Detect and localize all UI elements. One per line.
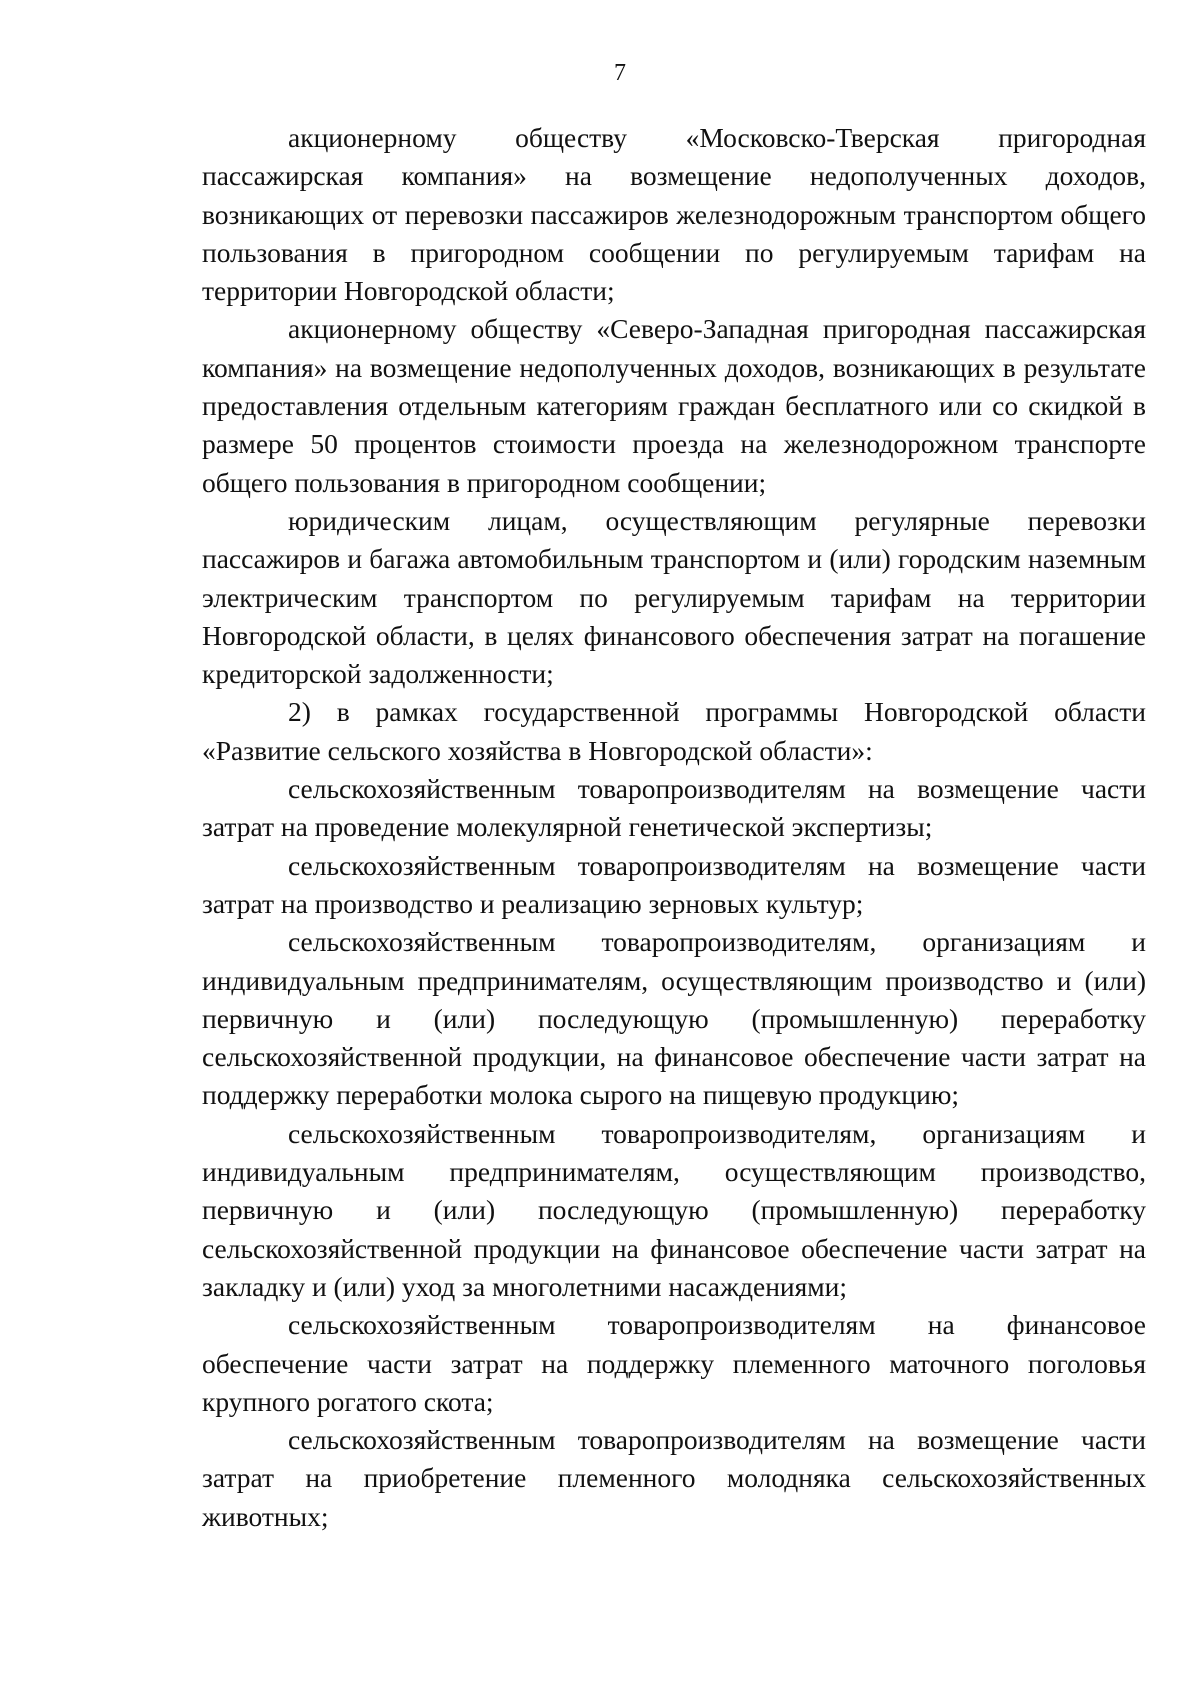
page-number: 7 [614,60,626,86]
paragraph-szppk: акционерному обществу «Северо-Западная пригородная пассажирская компания» на возмещение недополученных доходов, возникающих в результате предоставления отдельным категориям граждан бесплатного или со скидкой в размере 50 процентов стоимости проезда на железнодорожном транспорте общего пользования в пригородном сообщении; [202,313,1146,498]
document-body [202,119,1146,1536]
paragraph-perennial-plantings: сельскохозяйственным товаропроизводителям, организациям и индивидуальным предпринимателям, осуществляющим производство, первичную и (или) последующую (промышленную) переработку сельскохозяйственной продукции на финансовое обеспечение части затрат на закладку и (или) уход за многолетними насаждениями; [202,1117,1146,1302]
paragraph-breeding-cattle: сельскохозяйственным товаропроизводителям на финансовое обеспечение части затрат на поддержку племенного маточного поголовья крупного рогатого скота; [202,1309,1146,1417]
paragraph-mtppk: акционерному обществу «Московско-Тверская пригородная пассажирская компания» на возмещение недополученных доходов, возникающих от перевозки пассажиров железнодорожным транспортом общего пользования в пригородном сообщении по регулируемым тарифам на территории Новгородской области; [202,122,1146,307]
paragraph-road-transport: юридическим лицам, осуществляющим регулярные перевозки пассажиров и багажа автомобильным транспортом и (или) городским наземным электрическим транспортом по регулируемым тарифам на территории Новгородской области, в целях финансового обеспечения затрат на погашение кредиторской задолженности; [202,504,1146,690]
paragraph-genetic-expertise: сельскохозяйственным товаропроизводителям на возмещение части затрат на проведение молекулярной генетической экспертизы; [202,773,1146,843]
paragraph-milk-processing: сельскохозяйственным товаропроизводителям, организациям и индивидуальным предпринимателям, осуществляющим производство и (или) первичную и (или) последующую (промышленную) переработку сельскохозяйственной продукции, на финансовое обеспечение части затрат на поддержку переработки молока сырого на пищевую продукцию; [202,926,1146,1111]
paragraph-agriculture-program: 2) в рамках государственной программы Новгородской области «Развитие сельского хозяйства в Новгородской области»: [202,696,1146,766]
paragraph-young-livestock: сельскохозяйственным товаропроизводителям на возмещение части затрат на приобретение племенного молодняка сельскохозяйственных животных; [202,1424,1146,1532]
paragraph-grain-crops: сельскохозяйственным товаропроизводителям на возмещение части затрат на производство и реализацию зерновых культур; [202,849,1146,919]
